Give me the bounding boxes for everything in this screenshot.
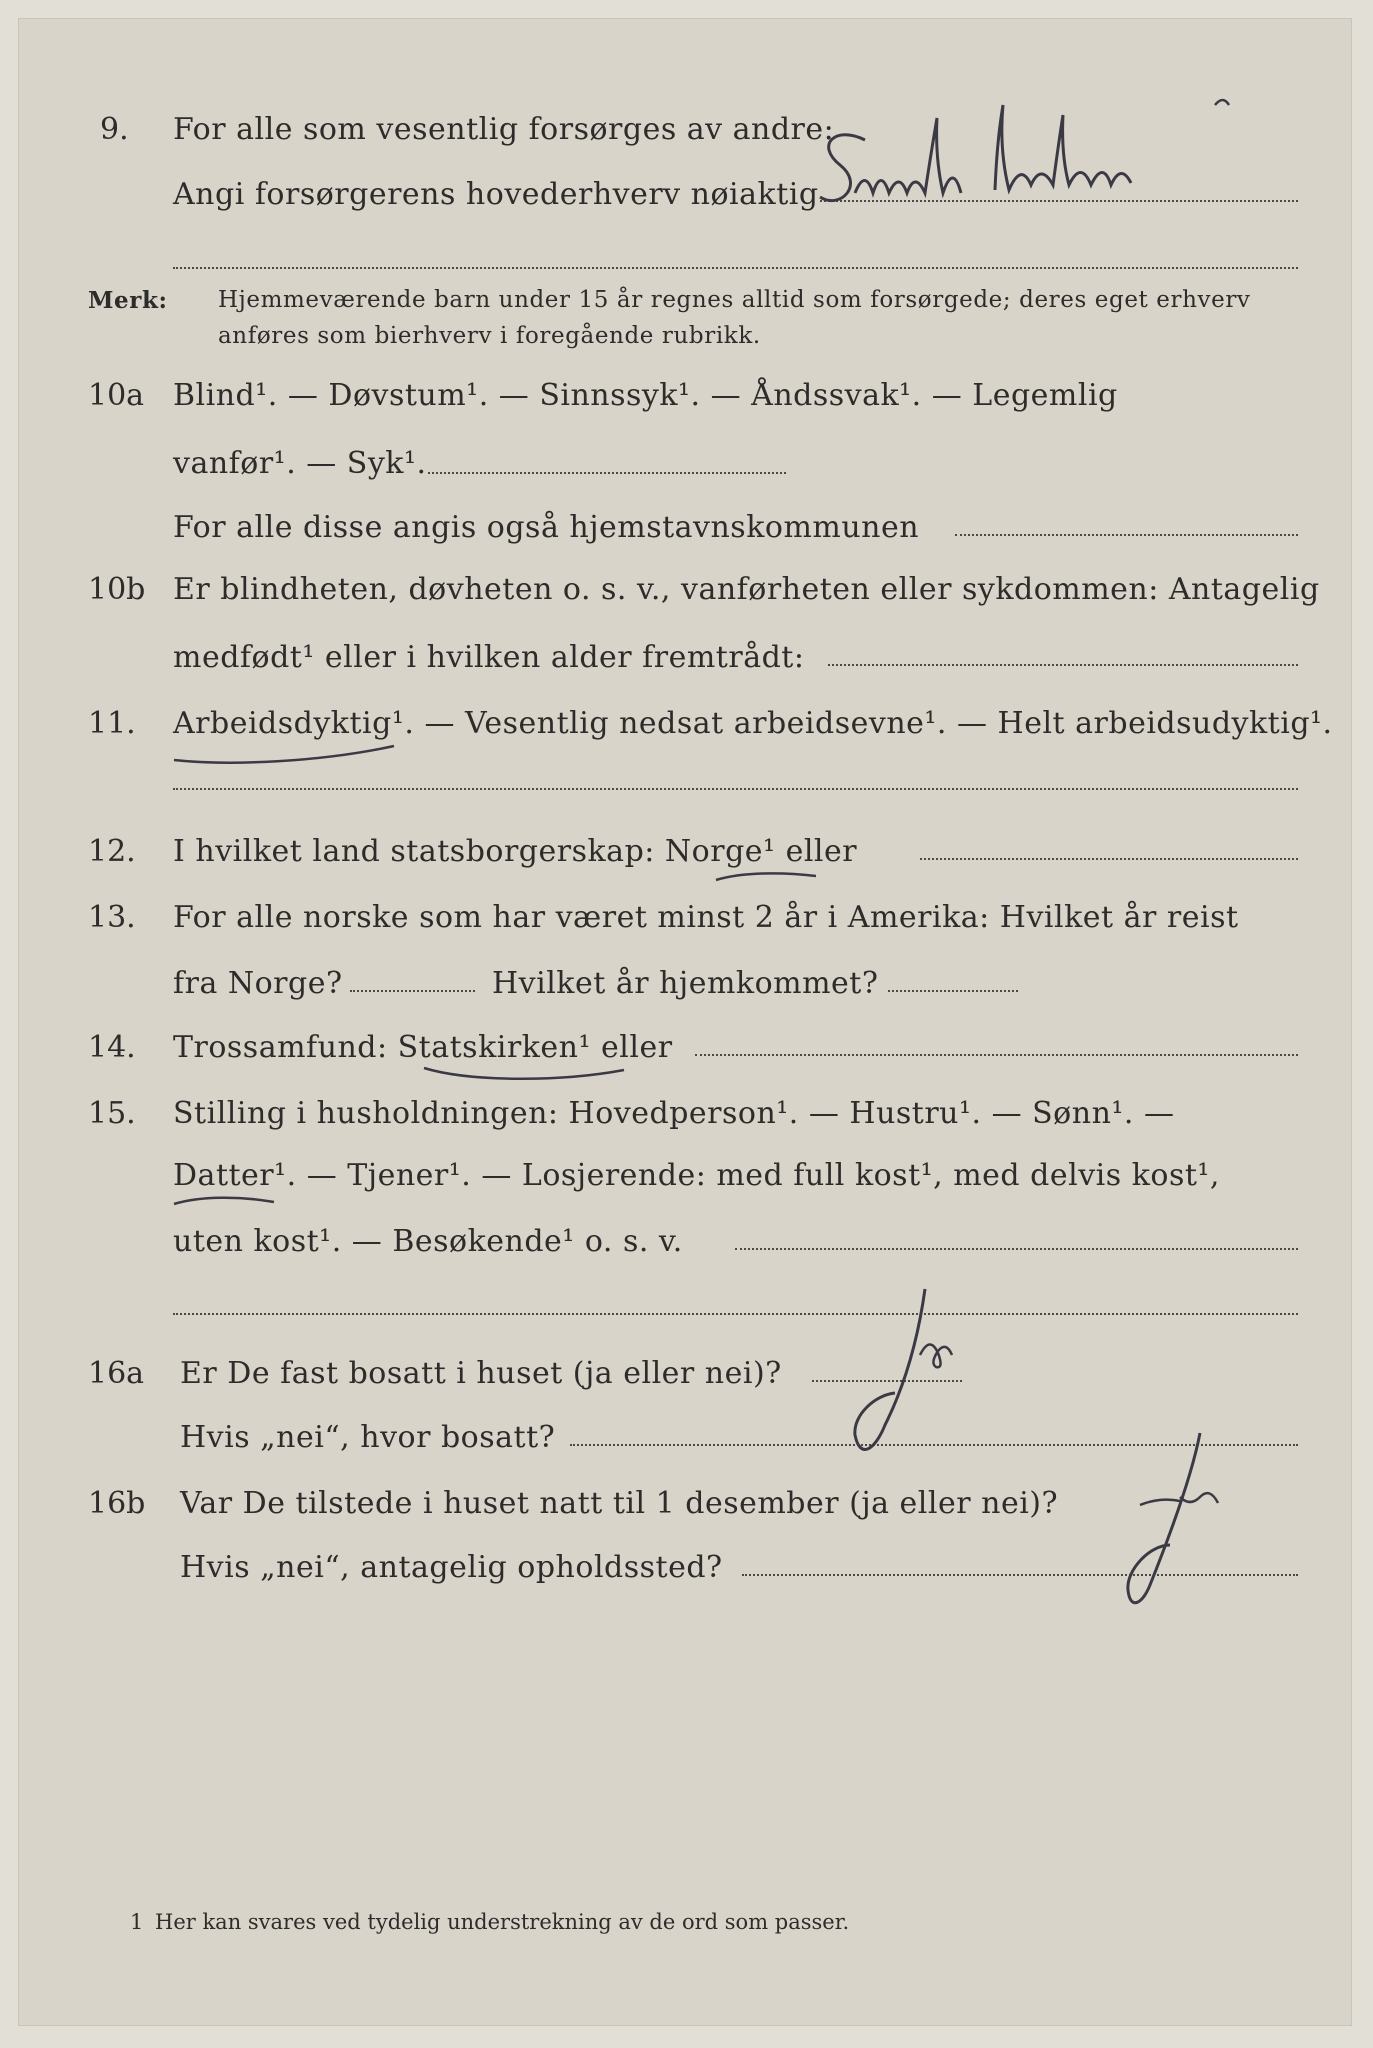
q12-handwritten-underline — [712, 866, 822, 890]
q16a-number: 16a — [88, 1356, 145, 1391]
q15-line3: uten kost¹. — Besøkende¹ o. s. v. — [173, 1224, 683, 1259]
q15-line2: Datter¹. — Tjener¹. — Losjerende: med full kost¹, med delvis kost¹, — [173, 1158, 1220, 1193]
form-page — [18, 18, 1352, 2026]
q16a-line2: Hvis „nei“, hvor bosatt? — [180, 1420, 556, 1455]
q16b-handwritten-answer — [1080, 1425, 1250, 1620]
q13-line1: For alle norske som har været minst 2 år i Amerika: Hvilket år reist — [173, 900, 1239, 935]
q9-extra-line — [173, 267, 1298, 269]
footnote-text: Her kan svares ved tydelig understrekning av de ord som passer. — [155, 1910, 850, 1934]
footnote-mark: 1 — [130, 1910, 144, 1934]
q15-extra-line — [173, 1313, 1298, 1315]
q10a-line3: For alle disse angis også hjemstavnskommunen — [173, 510, 920, 545]
q13-line2-dots — [350, 990, 475, 992]
q10b-line1: Er blindheten, døvheten o. s. v., vanførheten eller sykdommen: Antagelig — [173, 572, 1320, 607]
q9-handwritten-answer — [795, 85, 1295, 215]
q14-line1: Trossamfund: Statskirken¹ eller — [173, 1030, 673, 1065]
q15-number: 15. — [88, 1096, 136, 1131]
q10b-line2-dots — [828, 664, 1298, 666]
q13-number: 13. — [88, 900, 136, 935]
q11-number: 11. — [88, 706, 136, 741]
q10a-line3-dots — [955, 534, 1298, 536]
q11-extra-line — [173, 788, 1298, 790]
q16a-line1: Er De fast bosatt i huset (ja eller nei)? — [180, 1356, 782, 1391]
q16b-line2: Hvis „nei“, antagelig opholdssted? — [180, 1550, 723, 1585]
q11-line1: Arbeidsdyktig¹. — Vesentlig nedsat arbeidsevne¹. — Helt arbeidsudyktig¹. — [173, 706, 1333, 741]
q14-handwritten-underline — [420, 1060, 630, 1086]
q10a-line2-dots — [428, 472, 786, 474]
q13-line3-dots — [888, 990, 1018, 992]
q10b-number: 10b — [88, 572, 146, 607]
q15-line3-dots — [735, 1248, 1298, 1250]
note-label: Merk: — [88, 287, 168, 314]
q16b-line1: Var De tilstede i huset natt til 1 desember (ja eller nei)? — [180, 1486, 1059, 1521]
q10a-line2: vanfør¹. — Syk¹. — [173, 446, 427, 481]
q15-handwritten-underline — [170, 1190, 280, 1212]
q10a-line1: Blind¹. — Døvstum¹. — Sinnssyk¹. — Åndssvak¹. — Legemlig — [173, 378, 1118, 413]
q9-number: 9. — [100, 112, 129, 147]
q9-line2: Angi forsørgerens hovederhverv nøiaktig — [173, 177, 819, 212]
note-line2: anføres som bierhverv i foregående rubrikk. — [218, 323, 761, 349]
q15-line1: Stilling i husholdningen: Hovedperson¹. — Hustru¹. — Sønn¹. — — [173, 1096, 1175, 1131]
q13-line2: fra Norge? — [173, 966, 343, 1001]
q13-line3: Hvilket år hjemkommet? — [492, 966, 879, 1001]
q11-handwritten-underline — [170, 740, 400, 770]
q10a-number: 10a — [88, 378, 145, 413]
q9-line1: For alle som vesentlig forsørges av andre: — [173, 112, 835, 147]
q14-number: 14. — [88, 1030, 136, 1065]
note-line1: Hjemmeværende barn under 15 år regnes alltid som forsørgede; deres eget erhverv — [218, 287, 1251, 313]
q14-dots — [695, 1054, 1298, 1056]
q10b-line2: medfødt¹ eller i hvilken alder fremtrådt: — [173, 640, 805, 675]
q12-dots — [920, 858, 1298, 860]
q12-line1: I hvilket land statsborgerskap: Norge¹ eller — [173, 834, 858, 869]
q16a-handwritten-answer — [815, 1285, 1005, 1475]
q12-number: 12. — [88, 834, 136, 869]
q16b-number: 16b — [88, 1486, 146, 1521]
